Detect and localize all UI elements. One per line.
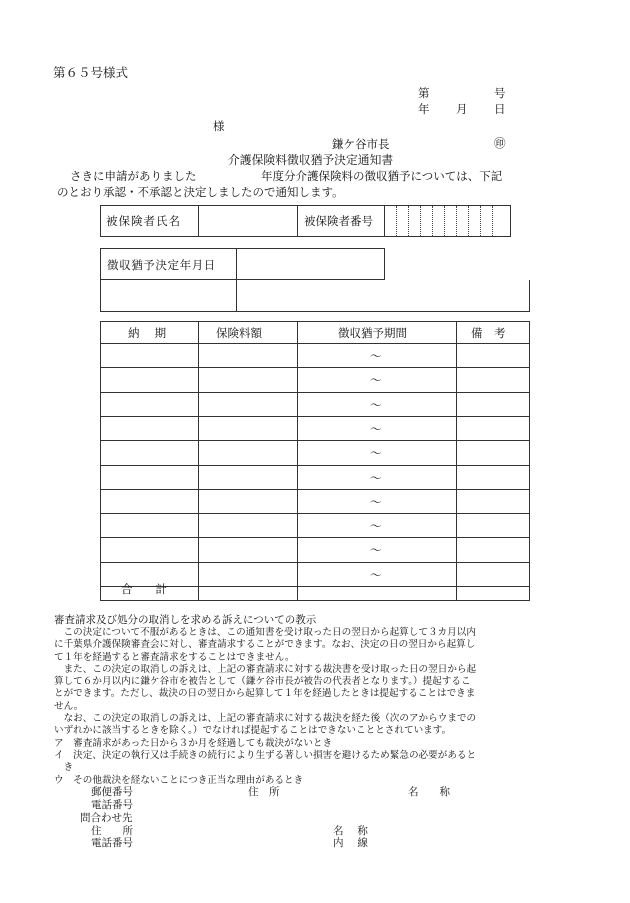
header-deferral-period: 徴収猶予期間	[338, 326, 407, 340]
instructions-body	[54, 627, 570, 787]
total-label: 合 計	[121, 582, 167, 596]
inquiry-name-label: 名 称	[333, 825, 368, 837]
instruction-line: き	[54, 762, 74, 774]
address-label: 住 所	[248, 786, 280, 798]
date-month: 月	[456, 102, 468, 116]
postal-label: 郵便番号	[91, 786, 133, 798]
deferral-period-tilde: ～	[370, 446, 382, 460]
form-number: 第６５号様式	[53, 65, 129, 80]
deferral-period-tilde: ～	[370, 422, 382, 436]
intro-line1-a: さきに申請がありました	[70, 169, 197, 183]
inquiry-address-label: 住 所	[91, 825, 133, 837]
instruction-line: なお、この決定の取消しの訴えは、上記の審査請求に対する裁決を経た後（次のアからウまでの	[54, 713, 477, 725]
intro-line1-b: 年度分介護保険料の徴収猶予については、下記	[261, 169, 503, 183]
table-row-line	[100, 537, 530, 538]
phone-label: 電話番号	[91, 799, 133, 811]
deferral-period-tilde: ～	[370, 373, 382, 387]
table-row-line	[100, 440, 530, 441]
deferral-period-tilde: ～	[370, 495, 382, 509]
document-title: 介護保険料徴収猶予決定通知書	[228, 153, 394, 167]
name-label: 名 称	[408, 786, 450, 798]
instruction-line: イ 決定、決定の執行又は手続きの続行により生ずる著しい損害を避けるため緊急の必要があると	[54, 749, 477, 761]
doc-number-suffix: 号	[494, 86, 506, 100]
date-year: 年	[418, 102, 430, 116]
header-remarks: 備 考	[471, 326, 506, 340]
header-premium-amount: 保険料額	[216, 326, 262, 340]
decision-date-label: 徴収猶予決定年月日	[107, 258, 216, 272]
instructions-heading: 審査請求及び処分の取消しを求める訴えについての教示	[54, 614, 317, 626]
instruction-line: この決定について不服があるときは、この通知書を受け取った日の翌日から起算して３カ月以内	[54, 627, 476, 638]
table-row-line	[100, 367, 530, 368]
table-row-line	[100, 343, 530, 344]
instruction-line: て１年を経過すると審査請求をすることはできません。	[54, 651, 295, 663]
table-row-line	[100, 562, 530, 563]
issuer-name: 鎌ケ谷市長	[332, 137, 390, 151]
extension-label: 内 線	[333, 837, 368, 849]
seal-icon: ㊞	[494, 136, 506, 150]
table-row-line	[100, 513, 530, 514]
date-day: 日	[494, 102, 506, 116]
table-row-line	[100, 465, 530, 466]
instruction-line: ア 審査請求があった日から３か月を経過しても裁決がないとき	[54, 737, 333, 749]
instruction-line: いずれかに該当するときを除く。）でなければ提起することはできないこととされています。	[54, 725, 452, 737]
table-row-line	[100, 392, 530, 393]
instruction-line: せん。	[54, 700, 84, 712]
instruction-line: 算して６か月以内に鎌ケ谷市を被告として（鎌ケ谷市長が被告の代表者となります。）提起するこ	[54, 676, 471, 688]
inquiry-phone-label: 電話番号	[91, 837, 133, 849]
addressee-suffix: 様	[213, 119, 225, 133]
deferral-period-tilde: ～	[370, 398, 382, 412]
deferral-period-tilde: ～	[370, 568, 382, 582]
table-row-line	[100, 416, 530, 417]
deferral-period-tilde: ～	[370, 543, 382, 557]
intro-line2: のとおり承認・不承認と決定しましたので通知します。	[57, 185, 344, 199]
instruction-line: に千葉県介護保険審査会に対し、審査請求することができます。なお、決定の日の翌日から起算し	[54, 639, 476, 651]
instruction-line: また、この決定の取消しの訴えは、上記の審査請求に対する裁決書を受け取った日の翌日から起	[54, 663, 477, 675]
insured-number-label: 被保険者番号	[304, 214, 373, 228]
inquiry-label: 問合わせ先	[80, 812, 133, 824]
header-due-date: 納 期	[128, 326, 167, 340]
decision-extra-box	[100, 280, 530, 312]
instruction-line: とができます。ただし、裁決の日の翌日から起算して１年を経過したときは提起することはできま	[54, 688, 476, 700]
deferral-period-tilde: ～	[370, 349, 382, 363]
doc-number-label: 第	[418, 86, 430, 100]
schedule-table	[100, 321, 530, 601]
deferral-period-tilde: ～	[370, 471, 382, 485]
instruction-line: ウ その他裁決を経ないことにつき正当な理由があるとき	[54, 774, 304, 786]
deferral-period-tilde: ～	[370, 519, 382, 533]
insured-name-label: 被保険者氏名	[106, 214, 181, 228]
table-row-line	[100, 489, 530, 490]
